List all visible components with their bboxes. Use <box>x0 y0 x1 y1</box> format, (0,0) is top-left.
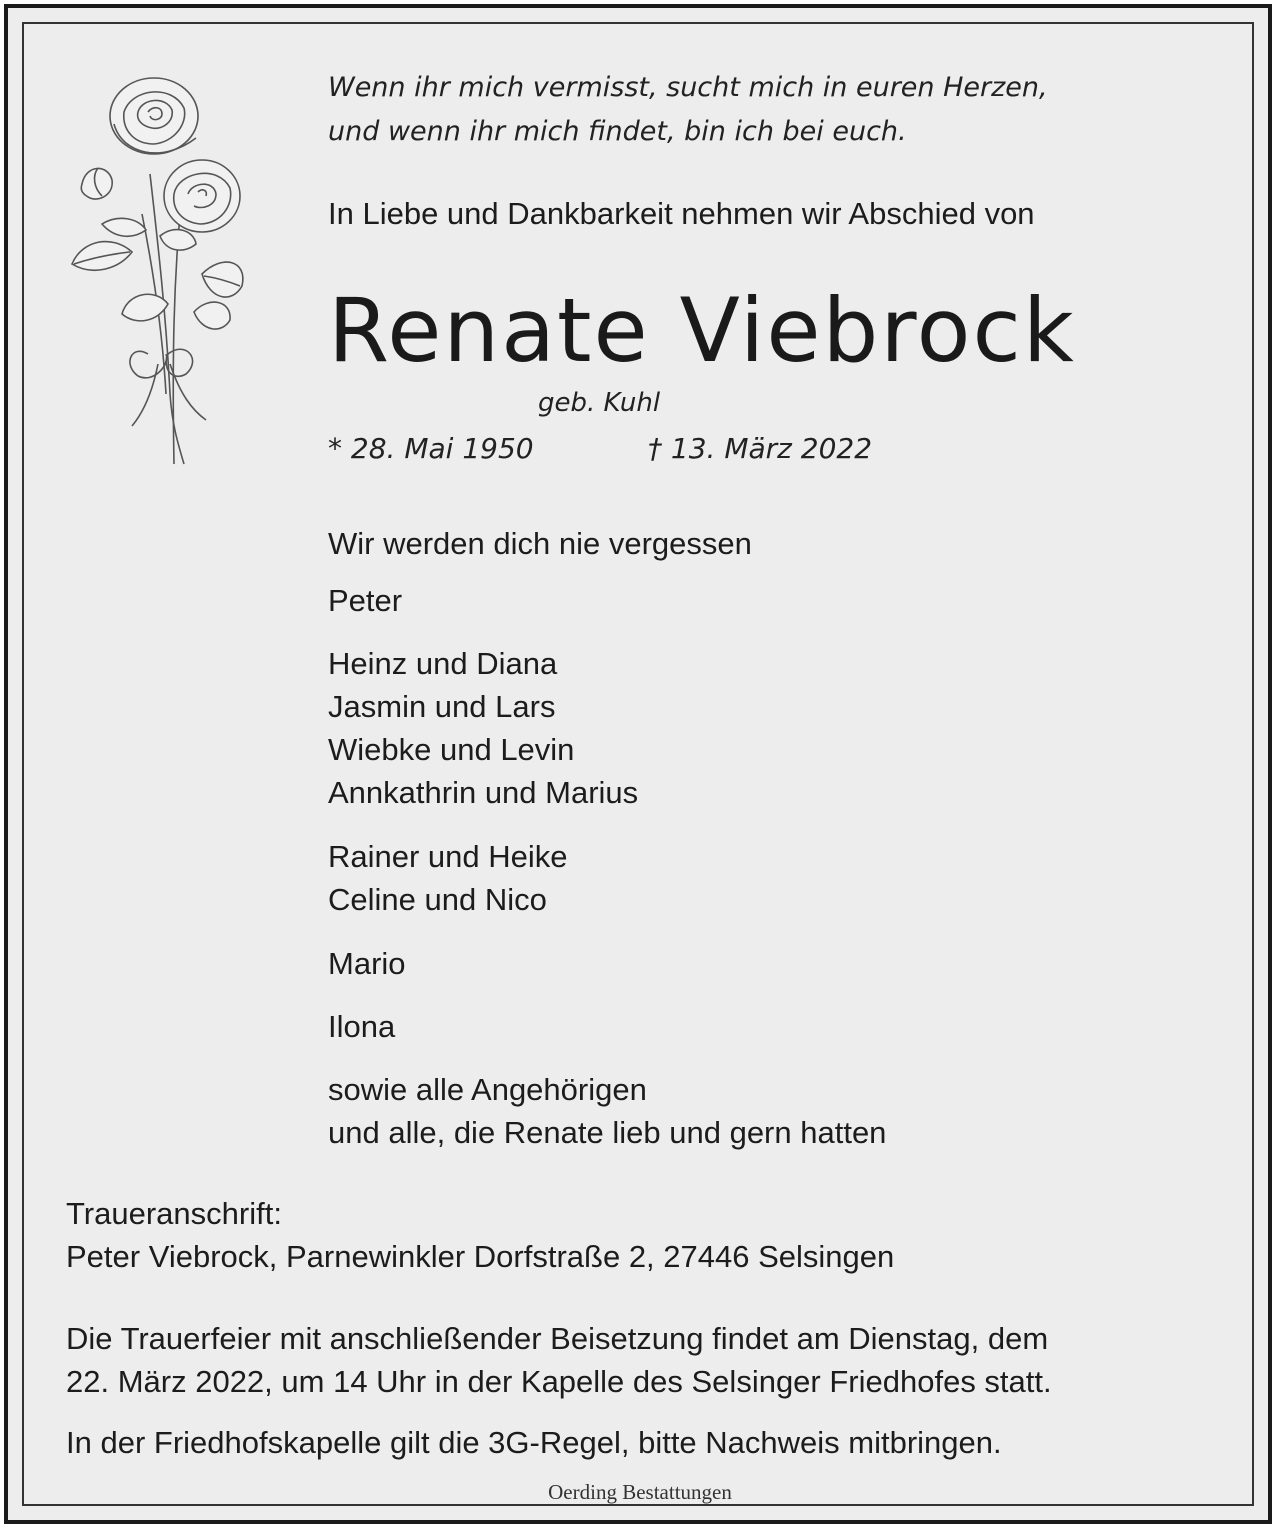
quote-line-2: und wenn ihr mich findet, bin ich bei euch. <box>328 116 907 147</box>
birth-date: * 28. Mai 1950 <box>328 432 534 465</box>
mourner-group <box>328 579 402 622</box>
ceremony-line-1: Die Trauerfeier mit anschließender Beisetzung findet am Dienstag, dem <box>66 1321 1049 1356</box>
mourner-name: Wiebke und Levin <box>328 732 575 767</box>
rose-icon <box>62 64 252 470</box>
birth-name: geb. Kuhl <box>538 388 661 418</box>
mourner-name: Mario <box>328 946 406 981</box>
mourner-group <box>328 1005 395 1048</box>
mourner-group <box>328 1068 886 1154</box>
address-value: Peter Viebrock, Parnewinkler Dorfstraße 2, 27446 Selsingen <box>66 1239 895 1274</box>
mourner-name: Rainer und Heike <box>328 839 568 874</box>
mourner-group <box>328 942 406 985</box>
ceremony-line-2: 22. März 2022, um 14 Uhr in der Kapelle des Selsinger Friedhofes statt. <box>66 1364 1052 1399</box>
mourner-name: Annkathrin und Marius <box>328 775 639 810</box>
quote-text <box>328 66 1048 154</box>
mourner-name: und alle, die Renate lieb und gern hatten <box>328 1115 887 1150</box>
mourner-name: Celine und Nico <box>328 882 547 917</box>
death-date: † 13. März 2022 <box>648 432 873 465</box>
mourner-name: Peter <box>328 583 403 618</box>
mourner-name: sowie alle Angehörigen <box>328 1072 647 1107</box>
funeral-home: Oerding Bestattungen <box>548 1480 732 1504</box>
mourner-name: Heinz und Diana <box>328 646 558 681</box>
quote-line-1: Wenn ihr mich vermisst, sucht mich in euren Herzen, <box>328 72 1048 103</box>
intro-text: In Liebe und Dankbarkeit nehmen wir Abschied von <box>328 196 1035 231</box>
mourner-group <box>328 835 568 921</box>
mourner-name: Ilona <box>328 1009 396 1044</box>
mourner-name: Jasmin und Lars <box>328 689 556 724</box>
ceremony-notice: In der Friedhofskapelle gilt die 3G-Regel, bitte Nachweis mitbringen. <box>66 1425 1002 1460</box>
mourner-group <box>328 642 638 814</box>
deceased-name: Renate Viebrock <box>328 279 1076 382</box>
address-label: Traueranschrift: <box>66 1196 282 1231</box>
mourners-intro: Wir werden dich nie vergessen <box>328 526 752 561</box>
